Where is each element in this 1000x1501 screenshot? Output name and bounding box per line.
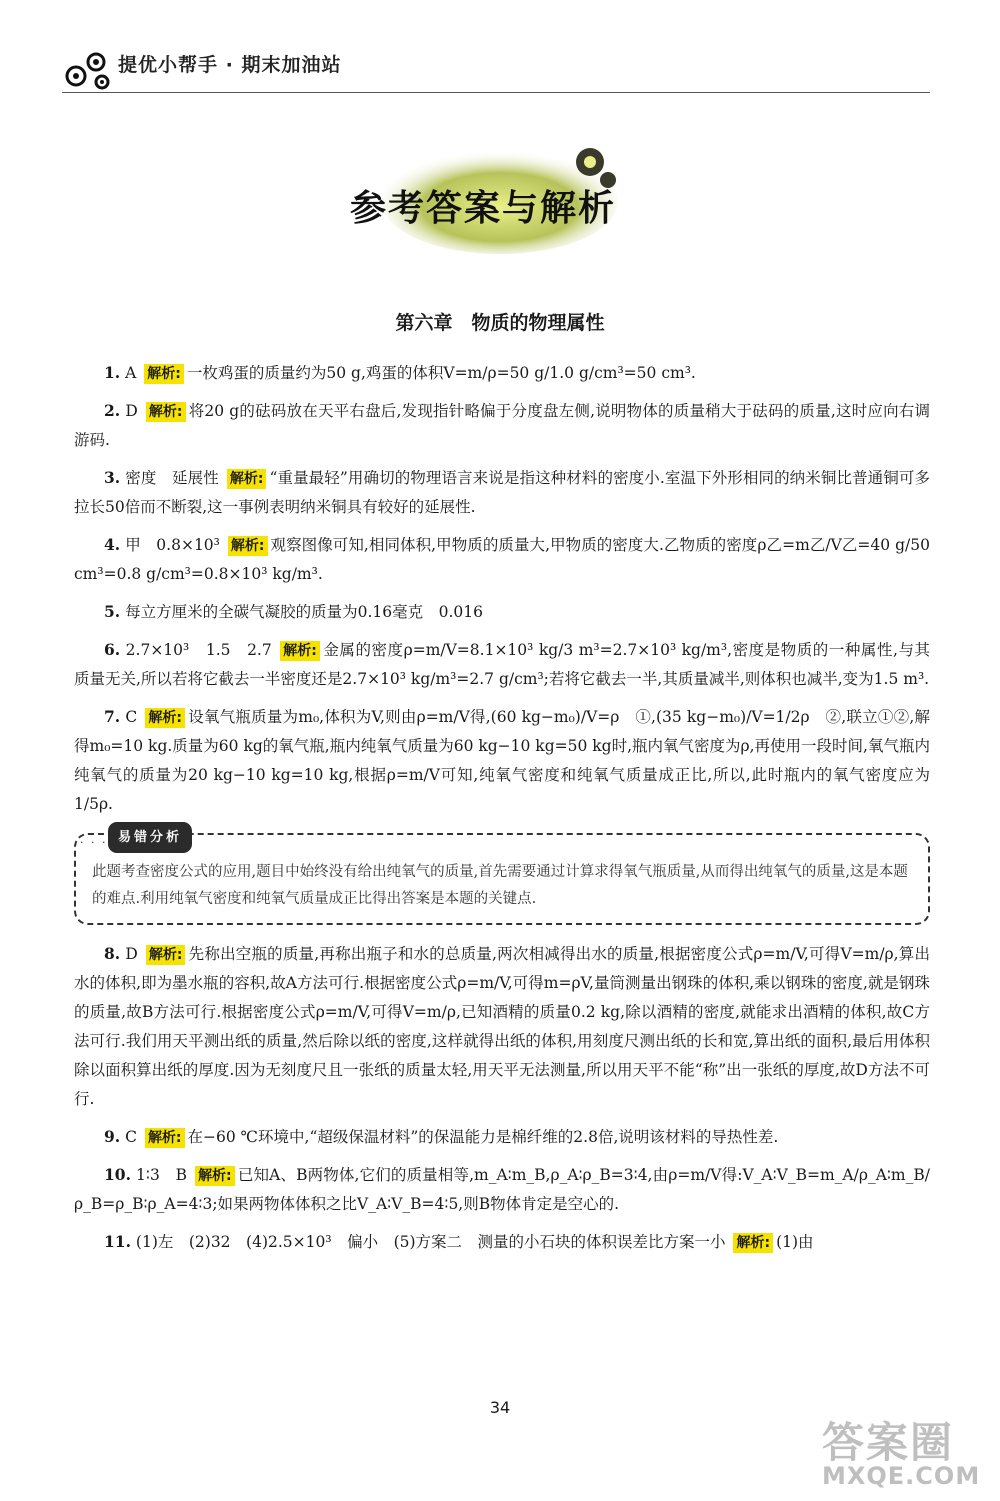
answer-item-1: 1. A 解析: 一枚鸡蛋的质量约为50 g,鸡蛋的体积V=m/ρ=50 g/1.0 g/cm³=50 cm³.: [104, 363, 696, 382]
answer-item-5: 5. 每立方厘米的全碳气凝胶的质量为0.16毫克 0.016: [104, 602, 484, 621]
page-number: 34: [489, 1398, 511, 1417]
answer-item-8: 8. D 解析: 先称出空瓶的质量,再称出瓶子和水的总质量,两次相减得出水的质量,根据密度公式ρ=m/V,可得V=m/ρ,算出水的体积,即为墨水瓶的容积,故A方法可行.根据密度公式ρ=m/V,可得m=ρV,量筒测量出钢珠的体积,乘以钢珠的密度,就是钢珠的质量,故B方法可行.根据密度公式ρ=m/V,可得V=m/ρ,已知酒精的质量0.2 kg,除以酒精的密度,就能求出酒精的体积,故C方法可行.我们用天平测出纸的质量,然后除以纸的密度,这样就得出纸的体积,用刻度尺测出纸的长和宽,算出纸的面积,最后用体积除以面积算出纸的厚度.因为无刻度尺且一张纸的质量太轻,用天平无法测量,所以用天平不能“称”出一张纸的厚度,故D方法不可行.: [74, 944, 930, 1108]
answer-item-9: 9. C 解析: 在−60 ℃环境中,“超级保温材料”的保温能力是棉纤维的2.8倍,说明该材料的导热性差.: [104, 1127, 779, 1146]
analysis-tag: 解析:: [145, 1128, 185, 1148]
gears-icon: [62, 46, 114, 92]
error-analysis-text: 此题考查密度公式的应用,题目中始终没有给出纯氧气的质量,首先需要通过计算求得氧气瓶质量,从而得出纯氧气的质量,这是本题的难点.利用纯氧气密度和纯氧气质量成正比得出答案是本题的关键点.: [92, 864, 908, 907]
answer-item-4: 4. 甲 0.8×10³ 解析: 观察图像可知,相同体积,甲物质的质量大,甲物质的密度大.乙物质的密度ρ乙=m乙/V乙=40 g/50 cm³=0.8 g/cm³=0.8×10³ kg/m³.: [74, 535, 930, 583]
watermark-logo-text: 答案圈: [822, 1418, 955, 1467]
analysis-tag: 解析:: [195, 1166, 235, 1186]
analysis-tag: 解析:: [145, 708, 185, 728]
analysis-tag: 解析:: [144, 364, 184, 384]
analysis-tag: 解析:: [146, 945, 186, 965]
analysis-tag: 解析:: [228, 536, 268, 556]
box-decoration: · · ·: [80, 836, 108, 849]
answer-item-3: 3. 密度 延展性 解析: “重量最轻”用确切的物理语言来说是指这种材料的密度小.室温下外形相同的纳米铜比普通铜可多拉长50倍而不断裂,这一事例表明纳米铜具有较好的延展性.: [74, 468, 930, 516]
analysis-tag: 解析:: [280, 641, 320, 661]
analysis-tag: 解析:: [733, 1233, 773, 1253]
answer-item-7: 7. C 解析: 设氧气瓶质量为m₀,体积为V,则由ρ=m/V得,(60 kg−m₀)/V=ρ ①,(35 kg−m₀)/V=1/2ρ ②,联立①②,解得m₀=10 kg.质量为60 kg的氧气瓶,瓶内纯氧气质量为60 kg−10 kg=50 kg时,瓶内氧气密度为ρ,再使用一段时间,氧气瓶内纯氧气的质量为20 kg−10 kg=10 kg,根据ρ=m/V可知,纯氧气密度和纯氧气质量成正比,所以,此时瓶内的氧气密度应为1/5ρ.: [74, 707, 930, 813]
chapter-heading: 第六章 物质的物理属性: [395, 312, 605, 334]
answer-content: [74, 358, 930, 1265]
watermark-url: MXQE.COM: [822, 1462, 981, 1490]
answer-item-2: 2. D 解析: 将20 g的砝码放在天平右盘后,发现指针略偏于分度盘左侧,说明物体的质量稍大于砝码的质量,这时应向右调游码.: [74, 401, 930, 449]
banner-title: 参考答案与解析: [350, 188, 617, 229]
error-analysis-box: [74, 830, 930, 925]
brand-title: 提优小帮手 · 期末加油站: [118, 54, 342, 76]
answer-item-11: 11. (1)左 (2)32 (4)2.5×10³ 偏小 (5)方案二 测量的小石块的体积误差比方案一小 解析: (1)由: [104, 1232, 814, 1251]
error-analysis-tag: 易错分析: [108, 822, 192, 853]
site-watermark: [822, 1410, 990, 1492]
analysis-tag: 解析:: [227, 469, 267, 489]
answer-banner: [320, 140, 660, 260]
page-header: [62, 40, 930, 96]
analysis-tag: 解析:: [146, 402, 186, 422]
answer-item-6: 6. 2.7×10³ 1.5 2.7 解析: 金属的密度ρ=m/V=8.1×10³ kg/3 m³=2.7×10³ kg/m³,密度是物质的一种属性,与其质量无关,所以若将它截去一半密度还是2.7×10³ kg/m³=2.7 g/cm³;若将它截去一半,其质量减半,则体积也减半,变为1.5 m³.: [74, 640, 931, 688]
header-divider: [62, 92, 930, 93]
answer-item-10: 10. 1∶3 B 解析: 已知A、B两物体,它们的质量相等,m_A∶m_B,ρ_A∶ρ_B=3∶4,由ρ=m/V得:V_A∶V_B=m_A/ρ_A∶m_B/ρ_B=ρ_B∶ρ_A=4∶3;如果两物体体积之比V_A∶V_B=4∶5,则B物体肯定是空心的.: [74, 1165, 930, 1213]
